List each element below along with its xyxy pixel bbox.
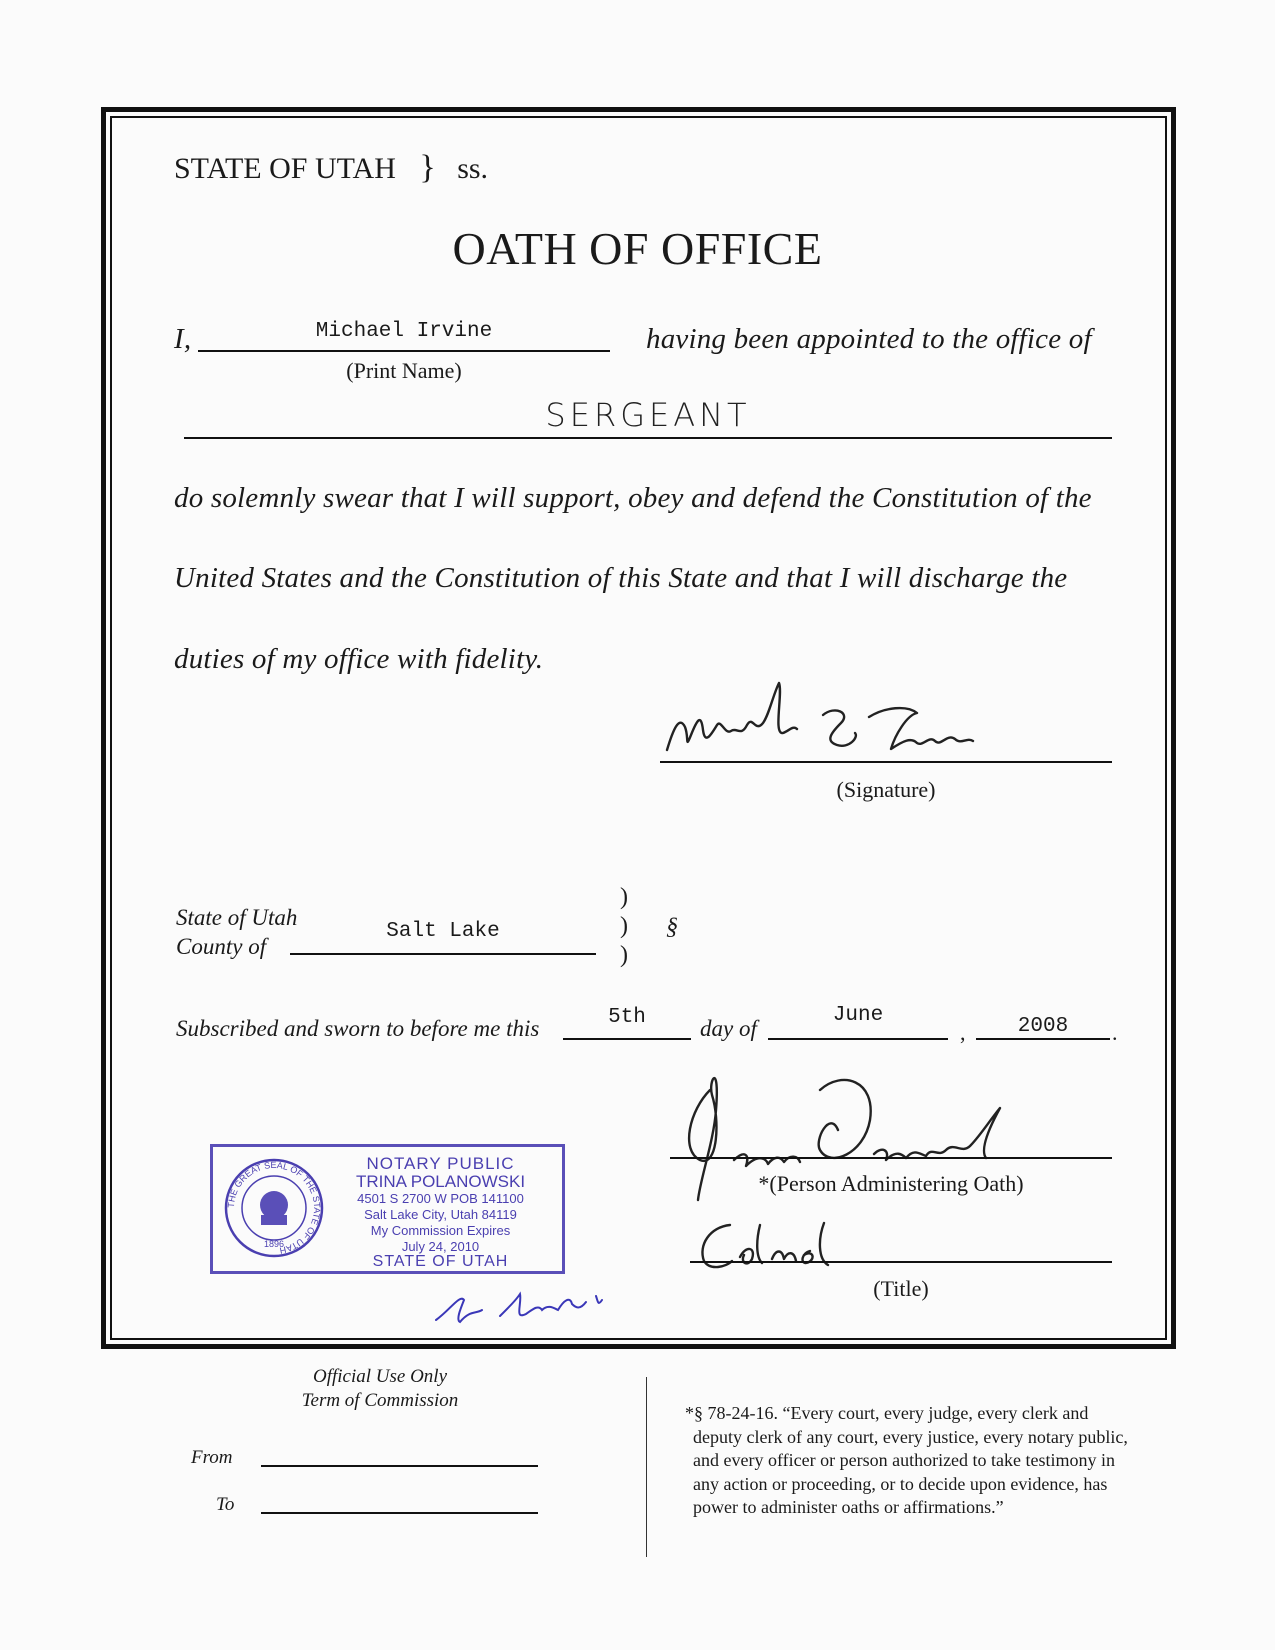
period: . [1112,1020,1118,1045]
print-name-line [198,350,610,352]
office-value: SERGEANT [545,396,751,434]
office-line [184,437,1112,439]
sworn-text: Subscribed and sworn to before me this [176,1016,540,1041]
from-line [261,1465,538,1467]
stamp-line-4: Salt Lake City, Utah 84119 [364,1207,517,1222]
administrator-caption: *(Person Administering Oath) [758,1171,1024,1196]
title-caption: (Title) [873,1276,929,1301]
to-label: To [216,1494,235,1515]
signature-line [660,761,1112,763]
to-line [261,1512,538,1514]
statute-line-4: any action or proceeding, or to decide upon evidence, has [693,1473,1108,1494]
county-value: Salt Lake [386,920,500,943]
month-line [768,1038,948,1040]
seal-ring-text: THE GREAT SEAL OF THE STATE OF UTAH [225,1159,323,1256]
stamp-line-6: July 24, 2010 [401,1239,480,1254]
county-label: County of [176,934,267,959]
title-line [690,1261,1112,1263]
state-header [174,149,488,187]
stamp-line-2: TRINA POLANOWSKI [355,1172,526,1191]
section-symbol: § [666,914,678,940]
jurat-state-label: State of Utah [176,905,298,930]
paren-3: ) [620,942,628,968]
paren-1: ) [620,884,628,910]
document-title: OATH OF OFFICE [452,223,823,274]
footer-divider [646,1377,647,1557]
venue-parens [620,883,628,970]
year-line [976,1038,1110,1040]
stamp-line-3: 4501 S 2700 W POB 141100 [357,1191,524,1206]
i-label: I, [174,323,192,355]
notary-signature [430,1280,630,1330]
title-handwriting [690,1205,890,1275]
official-use-label: Official Use Only [312,1366,448,1387]
print-name-value: Michael Irvine [315,320,493,343]
from-label: From [191,1447,233,1468]
month-value: June [832,1004,884,1027]
state-seal-icon [223,1157,325,1259]
term-label: Term of Commission [301,1390,459,1411]
statute-line-1: *§ 78-24-16. “Every court, every judge, every clerk and [685,1403,1089,1423]
comma: , [960,1020,966,1045]
stamp-line-7: STATE OF UTAH [372,1253,509,1270]
administrator-line [670,1157,1112,1159]
oath-line-2: United States and the Constitution of this State and that I will discharge the [174,562,1068,594]
county-line [290,953,596,955]
day-of-text: day of [700,1016,757,1041]
oath-signature [655,675,995,770]
stamp-line-1: NOTARY PUBLIC [366,1154,515,1173]
day-value: 5th [608,1006,646,1029]
statute-line-2: deputy clerk of any court, every justice, every notary public, [693,1426,1128,1447]
notary-stamp [210,1144,565,1274]
statute-line-3: and every officer or person authorized to take testimony in [693,1450,1116,1470]
brace: } [419,149,436,186]
ss-label: ss. [457,152,489,185]
oath-line-3: duties of my office with fidelity. [174,643,544,675]
signature-caption: (Signature) [836,777,936,802]
print-name-caption: (Print Name) [346,358,462,383]
seal-year: 1896 [263,1239,285,1249]
stamp-line-5: My Commission Expires [370,1223,511,1238]
day-line [563,1038,691,1040]
statute-line-5: power to administer oaths or affirmations.” [693,1497,1004,1517]
statute-text [685,1402,1128,1520]
year-value: 2008 [1017,1015,1069,1038]
paren-2: ) [620,913,628,939]
state-name: STATE OF UTAH [174,152,396,185]
oath-line-1: do solemnly swear that I will support, obey and defend the Constitution of the [174,482,1092,514]
appointed-text: having been appointed to the office of [646,323,1092,355]
